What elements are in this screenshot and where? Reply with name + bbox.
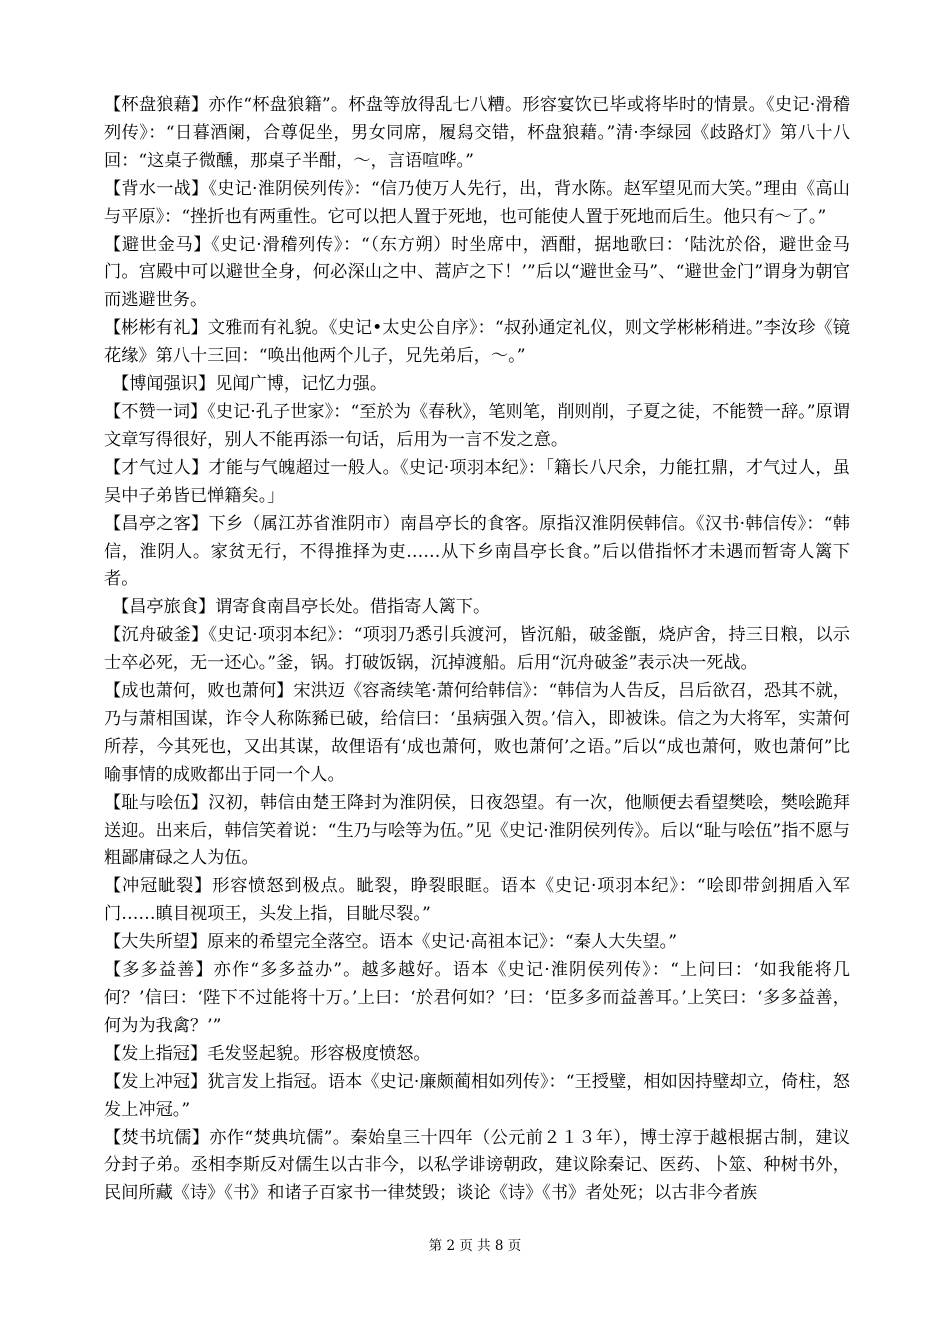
idiom-entry: 【博闻强识】见闻广博，记忆力强。: [112, 374, 388, 395]
idiom-entry: 【成也萧何，败也萧何】宋洪迈《容斋续笔·萧何给韩信》：“韩信为人告反，吕后欲召，恐其不就，乃与萧相国谋，诈令人称陈豨已破，给信曰：‘虽病强入贺。’信入，即被诛。信之为大将军，实萧何所荐，今其死也，又出其谋，故俚语有‘成也萧何，败也萧何’之语。”后以“成也萧何，败也萧何”比喻事情的成败都出于同一个人。: [104, 681, 850, 785]
idiom-entry: 【焚书坑儒】亦作“焚典坑儒”。秦始皇三十四年（公元前２１３年），博士淳于越根据古制，建议分封子弟。丞相李斯反对儒生以古非今，以私学诽谤朝政，建议除秦记、医药、卜筮、种树书外，民间所藏《诗》《书》和诸子百家书一律焚毁；谈论《诗》《书》者处死；以古非今者族: [104, 1127, 850, 1204]
idiom-entry: 【昌亭旅食】谓寄食南昌亭长处。借指寄人篱下。: [112, 597, 491, 618]
page-footer: [0, 1237, 950, 1255]
idiom-entry: 【背水一战】《史记·淮阴侯列传》：“信乃使万人先行，出，背水陈。赵军望见而大笑。”理由《高山与平原》：“挫折也有两重性。它可以把人置于死地，也可能使人置于死地而后生。他只有～了。”: [104, 178, 850, 227]
idiom-entry: 【沉舟破釜】《史记·项羽本纪》：“项羽乃悉引兵渡河，皆沉船，破釜甑，烧庐舍，持三日粮，以示士卒必死，无一还心。”釜，锅。打破饭锅，沉掉渡船。后用“沉舟破釜”表示决一死战。: [104, 625, 850, 674]
idiom-entry: 【大失所望】原来的希望完全落空。语本《史记·高祖本记》：“秦人大失望。”: [104, 932, 678, 953]
idiom-entry: 【不赞一词】《史记·孔子世家》：“至於为《春秋》，笔则笔，削则削，子夏之徒，不能赞一辞。”原谓文章写得很好，别人不能再添一句话，后用为一言不发之意。: [104, 401, 850, 450]
idiom-entry: 【多多益善】亦作“多多益办”。越多越好。语本《史记·淮阴侯列传》：“上问曰：‘如我能将几何？’信曰：‘陛下不过能将十万。’上曰：‘於君何如？’曰：‘臣多多而益善耳。’上笑曰：‘多多益善，何为为我禽？’”: [104, 960, 850, 1036]
idiom-entry: 【冲冠眦裂】形容愤怒到极点。眦裂，睁裂眼眶。语本《史记·项羽本纪》：“哙即带剑拥盾入军门……瞋目视项王，头发上指，目眦尽裂。”: [104, 876, 850, 925]
idiom-entry: 【才气过人】才能与气魄超过一般人。《史记·项羽本纪》：「籍长八尺余，力能扛鼎，才气过人，虽吴中子弟皆已惮籍矣。」: [104, 457, 850, 506]
page-number: 第 2 页 共 8 页: [428, 1238, 522, 1254]
idiom-entry: 【避世金马】《史记·滑稽列传》：“（东方朔）时坐席中，酒酣，据地歌曰：‘陆沈於俗，避世金马门。宫殿中可以避世全身，何必深山之中、蒿庐之下！’”后以“避世金马”、“避世金门”谓身为朝官而逃避世务。: [104, 234, 850, 311]
idiom-entry: 【发上冲冠】犹言发上指冠。语本《史记·廉颇蔺相如列传》：“王授璧，相如因持璧却立，倚柱，怒发上冲冠。”: [104, 1071, 850, 1120]
idiom-entry: 【昌亭之客】下乡（属江苏省淮阴市）南昌亭长的食客。原指汉淮阴侯韩信。《汉书·韩信传》：“韩信，淮阴人。家贫无行，不得推择为吏……从下乡南昌亭长食。”后以借指怀才未遇而暂寄人篱下者。: [104, 513, 850, 590]
idiom-entry: 【发上指冠】毛发竖起貌。形容极度愤怒。: [104, 1043, 431, 1064]
idiom-entry: 【彬彬有礼】文雅而有礼貌。《史记•太史公自序》：“叔孙通定礼仪，则文学彬彬稍进。”李汝珍《镜花缘》第八十三回：“唤出他两个儿子，兄先弟后，～。”: [104, 318, 850, 367]
document-body: [104, 92, 850, 1208]
idiom-entry: 【耻与哙伍】汉初，韩信由楚王降封为淮阴侯，日夜怨望。有一次，他顺便去看望樊哙，樊哙跪拜送迎。出来后，韩信笑着说：“生乃与哙等为伍。”见《史记·淮阴侯列传》。后以“耻与哙伍”指不愿与粗鄙庸碌之人为伍。: [104, 792, 850, 869]
idiom-entry: 【杯盘狼藉】亦作“杯盘狼籍”。杯盘等放得乱七八糟。形容宴饮已毕或将毕时的情景。《史记·滑稽列传》：“日暮酒阑，合尊促坐，男女同席，履舄交错，杯盘狼藉。”清·李绿园《歧路灯》第八十八回：“这桌子微醺，那桌子半酣，～，言语喧哗。”: [104, 95, 850, 171]
